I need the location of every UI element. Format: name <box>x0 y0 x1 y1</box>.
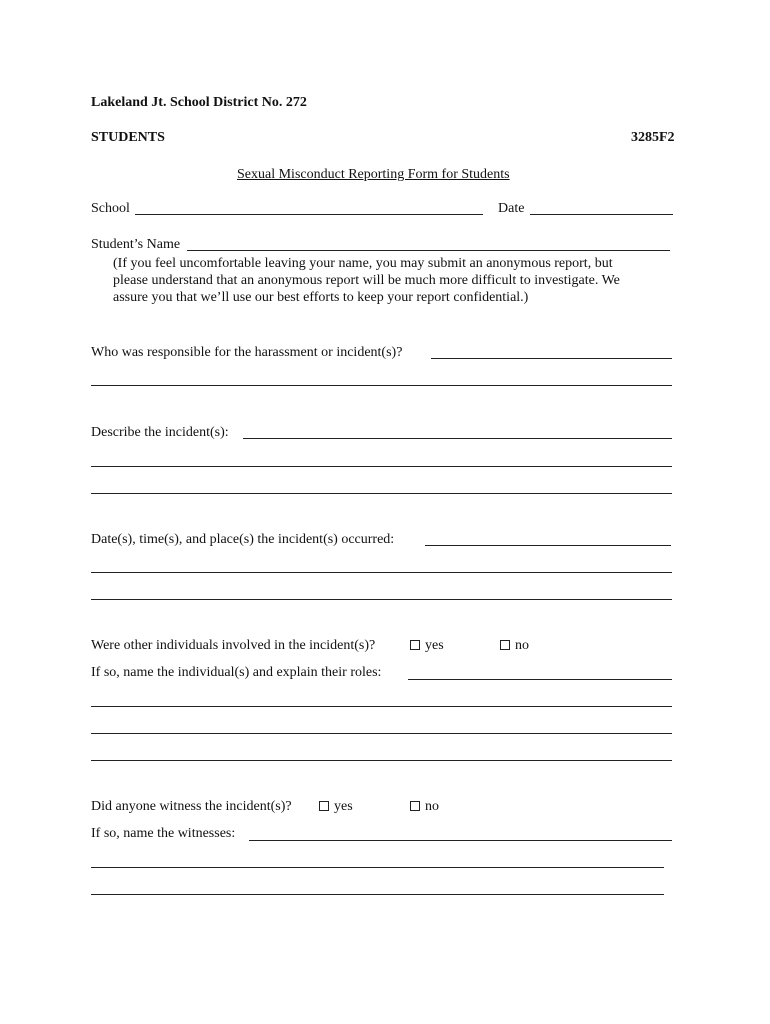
witness-yes-label: yes <box>334 799 353 814</box>
others-names-field[interactable] <box>408 679 672 680</box>
witness-no-checkbox[interactable] <box>410 801 420 811</box>
describe-label: Describe the incident(s): <box>91 425 229 440</box>
describe-field[interactable] <box>243 438 672 439</box>
form-title: Sexual Misconduct Reporting Form for Students <box>237 167 510 182</box>
student-name-field[interactable] <box>187 250 670 251</box>
witness-yes-checkbox[interactable] <box>319 801 329 811</box>
witness-names-label: If so, name the witnesses: <box>91 826 236 841</box>
witness-yes-option[interactable] <box>319 798 353 816</box>
date-field[interactable] <box>530 214 673 215</box>
policy-code: 3285F2 <box>631 130 675 145</box>
datetime-field-line-2[interactable] <box>91 572 672 573</box>
anonymous-note-line-3: assure you that we’ll use our best efforts to keep your report confidential.) <box>113 290 529 305</box>
student-name-label: Student’s Name <box>91 237 181 252</box>
others-names-field-line-4[interactable] <box>91 760 672 761</box>
responsible-label: Who was responsible for the harassment or incident(s)? <box>91 345 403 360</box>
school-field[interactable] <box>135 214 483 215</box>
others-yes-label: yes <box>425 638 444 653</box>
district-name: Lakeland Jt. School District No. 272 <box>91 95 307 110</box>
others-no-option[interactable] <box>500 637 529 655</box>
others-names-field-line-3[interactable] <box>91 733 672 734</box>
date-label: Date <box>498 201 525 216</box>
describe-field-line-2[interactable] <box>91 466 672 467</box>
others-yes-option[interactable] <box>410 637 444 655</box>
others-involved-label: Were other individuals involved in the incident(s)? <box>91 638 376 653</box>
anonymous-note-line-2: please understand that an anonymous report will be much more difficult to investigate. We <box>113 273 620 288</box>
others-no-label: no <box>515 638 529 653</box>
datetime-field-line-3[interactable] <box>91 599 672 600</box>
section-label: STUDENTS <box>91 130 165 145</box>
witness-no-option[interactable] <box>410 798 439 816</box>
school-label: School <box>91 201 130 216</box>
others-no-checkbox[interactable] <box>500 640 510 650</box>
others-names-field-line-2[interactable] <box>91 706 672 707</box>
anonymous-note-line-1: (If you feel uncomfortable leaving your name, you may submit an anonymous report, but <box>113 256 613 271</box>
datetime-label: Date(s), time(s), and place(s) the incident(s) occurred: <box>91 532 395 547</box>
others-names-label: If so, name the individual(s) and explain their roles: <box>91 665 382 680</box>
witness-names-field-line-2[interactable] <box>91 867 664 868</box>
witness-label: Did anyone witness the incident(s)? <box>91 799 292 814</box>
others-yes-checkbox[interactable] <box>410 640 420 650</box>
witness-names-field[interactable] <box>249 840 672 841</box>
witness-no-label: no <box>425 799 439 814</box>
datetime-field[interactable] <box>425 545 671 546</box>
describe-field-line-3[interactable] <box>91 493 672 494</box>
witness-names-field-line-3[interactable] <box>91 894 664 895</box>
responsible-field[interactable] <box>431 358 672 359</box>
responsible-field-line-2[interactable] <box>91 385 672 386</box>
